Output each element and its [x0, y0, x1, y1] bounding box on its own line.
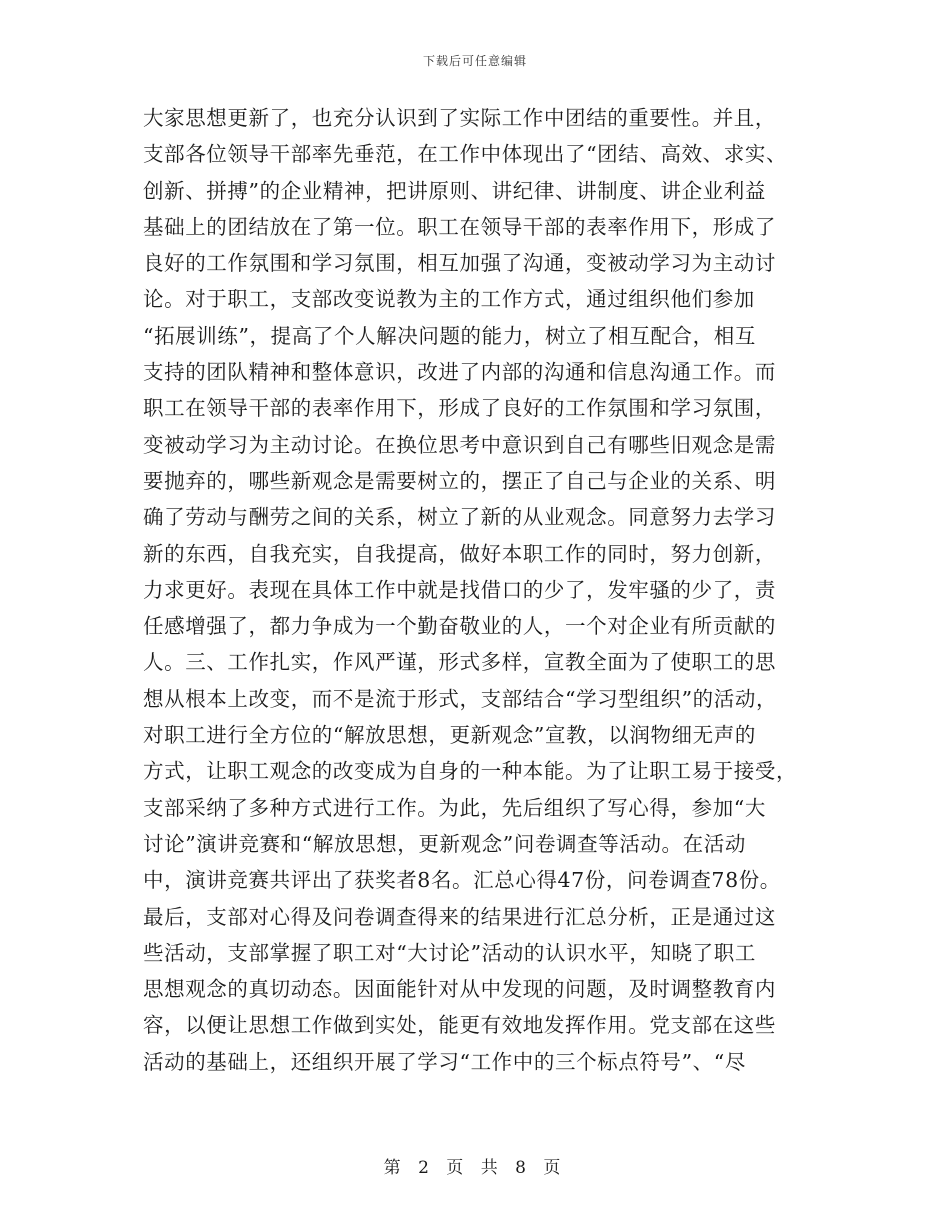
paragraph-line: 确了劳动与酬劳之间的关系，树立了新的从业观念。同意努力去学习 [143, 505, 776, 530]
paragraph-line: “拓展训练”，提高了个人解决问题的能力，树立了相互配合，相互 [143, 323, 756, 348]
paragraph-line: 支部采纳了多种方式进行工作。为此，先后组织了写心得，参加“大 [143, 795, 766, 820]
paragraph-line: 变被动学习为主动讨论。在换位思考中意识到自己有哪些旧观念是需 [143, 432, 776, 457]
paragraph-line: 人。三、工作扎实，作风严谨，形式多样，宣教全面为了使职工的思 [143, 650, 776, 675]
paragraph-line: 些活动，支部掌握了职工对“大讨论”活动的认识水平，知晓了职工 [143, 940, 756, 965]
paragraph-line: 对职工进行全方位的“解放思想，更新观念”宣教，以润物细无声的 [143, 723, 756, 748]
paragraph-line: 容，以便让思想工作做到实处，能更有效地发挥作用。党支部在这些 [143, 1013, 776, 1038]
paragraph-line: 讨论”演讲竞赛和“解放思想，更新观念”问卷调查等活动。在活动 [143, 831, 746, 856]
paragraph-line: 基础上的团结放在了第一位。职工在领导干部的表率作用下，形成了 [143, 214, 776, 239]
paragraph-line: 力求更好。表现在具体工作中就是找借口的少了，发牢骚的少了，责 [143, 577, 776, 602]
paragraph-line: 支部各位领导干部率先垂范，在工作中体现出了“团结、高效、求实、 [143, 142, 788, 167]
page-number-footer: 第 2 页 共 8 页 [383, 1158, 567, 1178]
paragraph-line: 新的东西，自我充实，自我提高，做好本职工作的同时，努力创新， [143, 541, 776, 566]
paragraph-line: 方式，让职工观念的改变成为自身的一种本能。为了让职工易于接受， [143, 759, 798, 784]
paragraph-line: 支持的团队精神和整体意识，改进了内部的沟通和信息沟通工作。而 [143, 360, 776, 385]
paragraph-line: 最后，支部对心得及问卷调查得来的结果进行汇总分析，正是通过这 [143, 904, 776, 929]
paragraph-line: 论。对于职工，支部改变说教为主的工作方式，通过组织他们参加 [143, 287, 755, 312]
paragraph-line: 要抛弃的，哪些新观念是需要树立的，摆正了自己与企业的关系、明 [143, 468, 776, 493]
paragraph-line: 良好的工作氛围和学习氛围，相互加强了沟通，变被动学习为主动讨 [143, 251, 776, 276]
paragraph-line: 思想观念的真切动态。因面能针对从中发现的问题，及时调整教育内 [143, 977, 776, 1002]
paragraph-line: 中，演讲竞赛共评出了获奖者8名。汇总心得47份，问卷调查78份。 [143, 868, 781, 893]
paragraph-line: 活动的基础上，还组织开展了学习“工作中的三个标点符号”、“尽 [143, 1049, 746, 1074]
body-text [143, 100, 813, 1080]
header-note: 下载后可任意编辑 [422, 54, 527, 68]
paragraph-line: 职工在领导干部的表率作用下，形成了良好的工作氛围和学习氛围， [143, 396, 776, 421]
paragraph-line: 任感增强了，都力争成为一个勤奋敬业的人，一个对企业有所贡献的 [143, 614, 776, 639]
paragraph-line: 想从根本上改变，而不是流于形式，支部结合“学习型组织”的活动， [143, 686, 778, 711]
paragraph-line: 大家思想更新了，也充分认识到了实际工作中团结的重要性。并且， [143, 106, 776, 130]
paragraph-line: 创新、拼搏”的企业精神，把讲原则、讲纪律、讲制度、讲企业利益 [143, 178, 766, 203]
